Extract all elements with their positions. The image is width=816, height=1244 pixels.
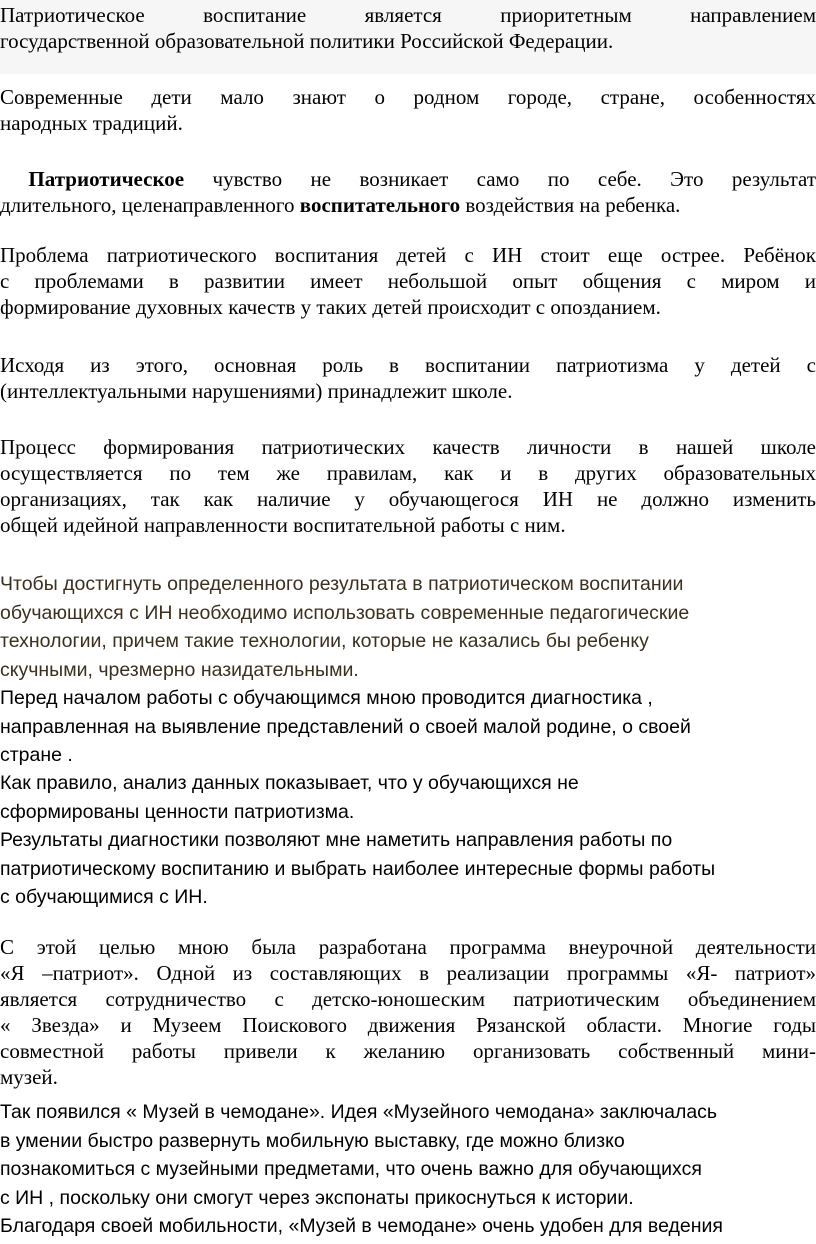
text-line: Так появился « Музей в чемодане». Идея «Музейного чемодана» заключалась	[0, 1101, 718, 1123]
text-run: воздействия на ребенка.	[460, 193, 681, 217]
bold-term: Патриотическое	[28, 167, 185, 191]
text-line: патриотическому воспитанию и выбрать наиболее интересные формы работы	[0, 857, 716, 880]
text-line: стране .	[0, 744, 73, 766]
text-line: Благодаря своей мобильности, «Музей в чемодане» очень удобен для ведения	[0, 1215, 723, 1237]
paragraph-3	[0, 166, 816, 218]
paragraph-9	[0, 769, 816, 826]
text-line: познакомиться с музейными предметами, что очень важно для обучающихся	[0, 1158, 702, 1180]
paragraph-4	[0, 242, 816, 320]
text-line: « Звезда» и Музеем Поискового движения Рязанской области. Многие годы	[0, 1013, 816, 1037]
text-line	[0, 166, 816, 192]
text-line: Исходя из этого, основная роль в воспитании патриотизма у детей с	[0, 353, 816, 377]
text-line: является сотрудничество с детско-юношеским патриотическим объединением	[0, 987, 816, 1011]
text-line: осуществляется по тем же правилам, как и в других образовательных	[0, 461, 816, 485]
text-line: организациях, так как наличие у обучающегося ИН не должно изменить	[0, 487, 816, 511]
text-line: с ИН , поскольку они смогут через экспонаты прикоснуться к истории.	[0, 1186, 634, 1209]
text-line: Современные дети мало знают о родном городе, стране, особенностях	[0, 85, 816, 109]
text-line	[0, 192, 816, 218]
text-line: в умении быстро развернуть мобильную выставку, где можно близко	[0, 1129, 625, 1152]
text-line: общей идейной направленности воспитательной работы с ним.	[0, 513, 566, 537]
text-line: Результаты диагностики позволяют мне наметить направления работы по	[0, 829, 673, 851]
paragraph-12	[0, 1098, 816, 1241]
text-line: государственной образовательной политики Российской Федерации.	[0, 29, 614, 53]
text-line: совместной работы привели к желанию организовать собственный мини-	[0, 1039, 816, 1063]
text-line: (интеллектуальными нарушениями) принадлежит школе.	[0, 379, 513, 403]
text-line: Проблема патриотического воспитания детей с ИН стоит еще острее. Ребёнок	[0, 243, 816, 267]
text-line: с проблемами в развитии имеет небольшой опыт общения с миром и	[0, 269, 816, 293]
text-line: технологии, причем такие технологии, которые не казались бы ребенку	[0, 630, 649, 652]
text-run: длительного, целенаправленного	[0, 193, 300, 217]
paragraph-6	[0, 434, 816, 538]
text-line: направленная на выявление представлений о своей малой родине, о своей	[0, 715, 691, 738]
bold-term: воспитательного	[299, 193, 461, 217]
text-line: сформированы ценности патриотизма.	[0, 800, 355, 823]
text-line: Перед началом работы с обучающимся мною проводится диагностика ,	[0, 687, 653, 709]
text-line: Чтобы достигнуть определенного результата в патриотическом воспитании	[0, 573, 684, 595]
text-run: чувство не возникает само по себе. Это результат	[184, 167, 816, 191]
paragraph-1	[0, 2, 816, 54]
text-line: формирование духовных качеств у таких детей происходит с опозданием.	[0, 295, 661, 319]
paragraph-10	[0, 826, 816, 912]
text-line: Процесс формирования патриотических качеств личности в нашей школе	[0, 435, 816, 459]
text-line: народных традиций.	[0, 111, 183, 135]
text-line: Как правило, анализ данных показывает, что у обучающихся не	[0, 772, 579, 794]
text-line: с обучающимися с ИН.	[0, 886, 208, 908]
paragraph-7	[0, 570, 816, 684]
text-line: музей.	[0, 1065, 58, 1089]
text-line: скучными, чрезмерно назидательными.	[0, 658, 359, 681]
paragraph-2	[0, 84, 816, 136]
paragraph-5	[0, 352, 816, 404]
text-line: С этой целью мною была разработана программа внеурочной деятельности	[0, 935, 816, 959]
text-line: обучающихся с ИН необходимо использовать современные педагогические	[0, 601, 690, 624]
text-line: «Я –патриот». Одной из составляющих в реализации программы «Я- патриот»	[0, 961, 816, 985]
text-line: Патриотическое воспитание является приоритетным направлением	[0, 3, 816, 27]
paragraph-8	[0, 684, 816, 770]
paragraph-11	[0, 934, 816, 1090]
